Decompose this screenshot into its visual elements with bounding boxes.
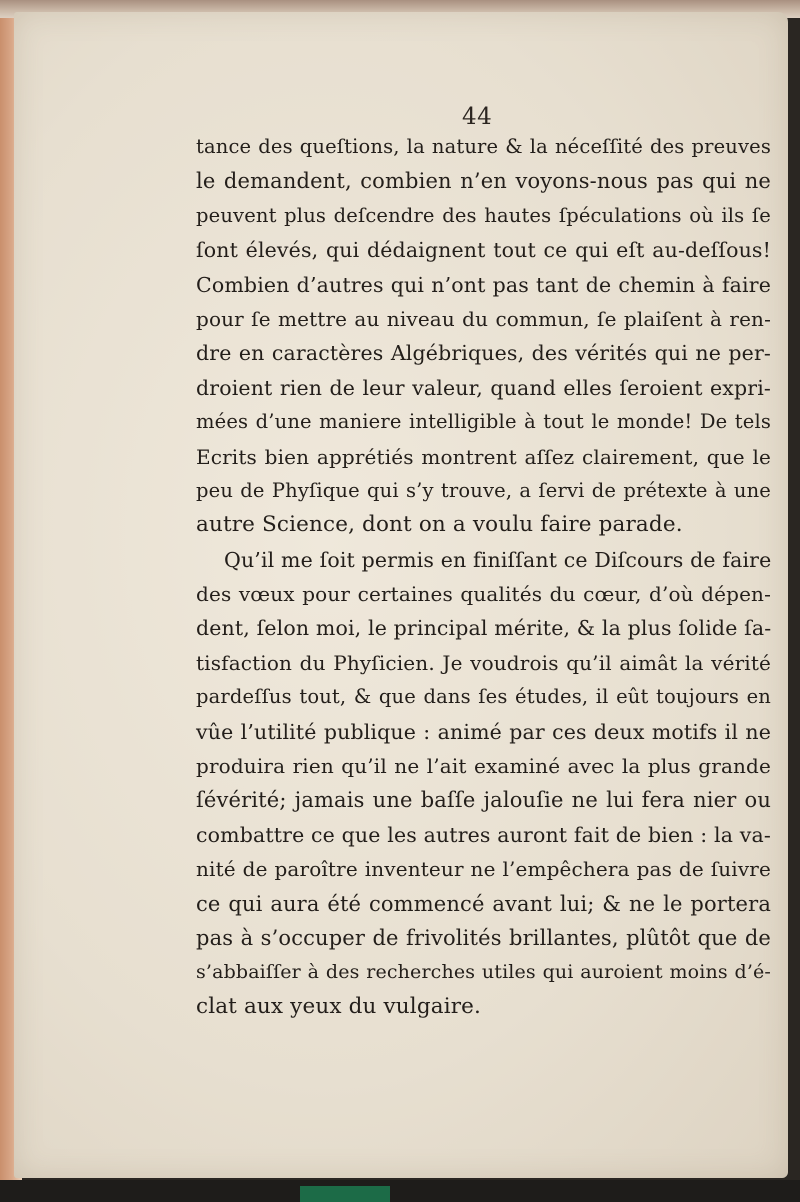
text-line: mées d’une maniere intelligible à tout le monde! De tels — [196, 410, 771, 434]
text-line: nité de paroître inventeur ne l’empêchera pas de ſuivre — [196, 857, 771, 882]
text-line: pardeſſus tout, & que dans ſes études, il eût toujours en — [196, 685, 771, 709]
text-line: s’abbaiſſer à des recherches utiles qui auroient moins d’é- — [196, 961, 771, 984]
text-line: droient rien de leur valeur, quand elles ſeroient expri- — [196, 375, 771, 400]
text-line: pas à s’occuper de frivolités brillantes, plûtôt que de — [196, 925, 771, 950]
paragraph-first-line: Qu’il me ſoit permis en finiſſant ce Diſcours de faire — [224, 547, 772, 572]
page-number: 44 — [462, 104, 493, 130]
text-line: pour ſe mettre au niveau du commun, ſe plaiſent à ren- — [196, 306, 771, 331]
text-line: dent, ſelon moi, le principal mérite, & la plus ſolide ſa- — [196, 616, 772, 641]
text-line: ce qui aura été commencé avant lui; & ne le portera — [196, 891, 771, 916]
text-line: dre en caractères Algébriques, des vérités qui ne per- — [196, 341, 771, 366]
page-text — [196, 130, 771, 1024]
text-line: ſont élevés, qui dédaignent tout ce qui eſt au-deſſous! — [196, 238, 771, 263]
text-line: le demandent, combien n’en voyons-nous pas qui ne — [196, 169, 771, 194]
text-line: peuvent plus deſcendre des hautes ſpéculations où ils ſe — [196, 203, 771, 227]
text-line: peu de Phyſique qui s’y trouve, a ſervi de prétexte à une — [196, 478, 771, 502]
text-line: ſévérité; jamais une baſſe jalouſie ne lui fera nier ou — [196, 788, 771, 813]
text-line: autre Science, dont on a voulu faire parade. — [196, 512, 683, 538]
text-line: combattre ce que les autres auront fait de bien : la va- — [196, 822, 771, 847]
text-line: produira rien qu’il ne l’ait examiné avec la plus grande — [196, 754, 771, 779]
text-line: vûe l’utilité publique : animé par ces deux motifs il ne — [196, 719, 771, 744]
text-line: clat aux yeux du vulgaire. — [196, 993, 482, 1019]
scan-background-bottom — [0, 1180, 800, 1202]
text-line: tisfaction du Phyſicien. Je voudrois qu’il aimât la vérité — [196, 650, 771, 675]
text-line: tance des queſtions, la nature & la néceſſité des preuves — [196, 135, 771, 158]
text-line: Ecrits bien apprétiés montrent aſſez clairement, que le — [196, 444, 771, 469]
text-line: Combien d’autres qui n’ont pas tant de chemin à faire — [196, 272, 771, 297]
bookmark-ribbon — [300, 1186, 390, 1202]
text-line: des vœux pour certaines qualités du cœur, d’où dépen- — [196, 582, 771, 607]
